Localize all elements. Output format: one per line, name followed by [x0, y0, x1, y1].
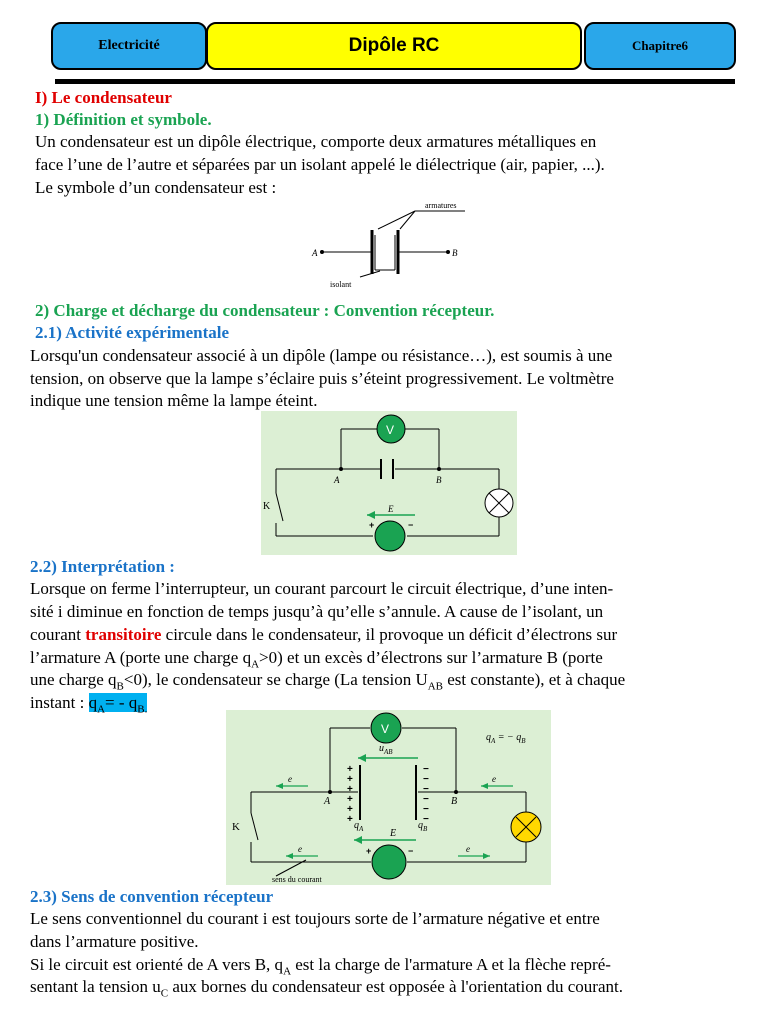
armatures-label: armatures	[425, 201, 457, 210]
point-a-label: A	[334, 475, 340, 485]
transitoire-term: transitoire	[85, 625, 162, 644]
electron-label: e	[298, 844, 302, 854]
uab-label: $u_{AB}$	[379, 743, 393, 756]
experimental-circuit-figure	[261, 411, 517, 555]
paragraph-line: tension, on observe que la lampe s’éclaire puis s’éteint progressivement. Le voltmètre	[30, 369, 614, 388]
svg-text:+: +	[347, 814, 353, 825]
generator-label: E	[388, 504, 394, 514]
header-divider	[55, 79, 735, 84]
charge-a-label: $q_A$	[354, 820, 364, 833]
paragraph-line: face l’une de l’autre et séparées par un isolant appelé le diélectrique (air, papier, ...).	[35, 155, 605, 174]
paragraph-line: une charge $q_B<0$), le condensateur se charge (La tension $U_{AB}$ est constante), et à chaque	[30, 670, 626, 693]
svg-text:−: −	[423, 784, 429, 795]
capacitor-symbol-figure	[300, 195, 480, 295]
voltmeter-label: V	[381, 722, 390, 736]
switch-label: K	[232, 821, 240, 833]
voltmeter-label: V	[386, 423, 395, 437]
svg-text:−: −	[423, 804, 429, 815]
paragraph-line: Le symbole d’un condensateur est :	[35, 178, 277, 197]
point-b-label: B	[436, 475, 442, 485]
header-title: Dipôle RC	[206, 22, 582, 70]
isolant-label: isolant	[330, 280, 352, 289]
subsection-title: 1) Définition et symbole.	[35, 110, 212, 129]
point-a-label: A	[324, 796, 331, 807]
current-direction-label: sens du courant	[272, 875, 322, 884]
svg-text:−: −	[408, 520, 414, 530]
subsection-title: 2.3) Sens de convention récepteur	[30, 887, 274, 906]
header-subject: Electricité	[51, 22, 207, 70]
terminal-b-label: B	[452, 248, 458, 258]
paragraph-line: indique une tension même la lampe éteint.	[30, 391, 318, 410]
paragraph-line: sité i diminue en fonction de temps jusqu’à qu’elle s’annule. A cause de l’isolant, un	[30, 602, 604, 621]
section-title: 2) Charge et décharge du condensateur : Convention récepteur.	[35, 301, 495, 320]
svg-text:−: −	[423, 764, 429, 775]
electron-label: e	[466, 844, 470, 854]
paragraph-line: dans l’armature positive.	[30, 932, 199, 951]
paragraph-line: Lorsque on ferme l’interrupteur, un courant parcourt le circuit électrique, d’une inten-	[30, 579, 614, 598]
electron-label: e	[288, 774, 292, 784]
paragraph-line: instant : $q_A= - q_{B.}$	[30, 693, 148, 716]
paragraph-line: Le sens conventionnel du courant i est toujours sorte de l’armature négative et entre	[30, 909, 600, 928]
svg-text:+: +	[347, 764, 353, 775]
section-title: I) Le condensateur	[35, 88, 172, 107]
paragraph-line: sentant la tension $u_C$ aux bornes du condensateur est opposée à l'orientation du courant.	[30, 977, 623, 1000]
paragraph-line: Si le circuit est orienté de A vers B, $q_A$ est la charge de l'armature A et la flèche repré-	[30, 955, 611, 978]
svg-text:−: −	[423, 774, 429, 785]
paragraph-line: Lorsqu'un condensateur associé à un dipôle (lampe ou résistance…), est soumis à une	[30, 346, 613, 365]
svg-text:+: +	[347, 774, 353, 785]
subsection-title: 2.1) Activité expérimentale	[35, 323, 230, 342]
header-chapter: Chapitre6	[584, 22, 736, 70]
svg-text:+: +	[369, 520, 375, 530]
svg-text:+: +	[347, 804, 353, 815]
charging-circuit-figure	[226, 710, 551, 885]
switch-label: K	[263, 501, 271, 512]
terminal-a-label: A	[312, 248, 318, 258]
paragraph-line: Un condensateur est un dipôle électrique, comporte deux armatures métalliques en	[35, 132, 597, 151]
paragraph-line: l’armature A (porte une charge $q_A>0$) et un excès d’électrons sur l’armature B (porte	[30, 648, 603, 671]
svg-text:−: −	[423, 794, 429, 805]
paragraph-line: courant transitoire circule dans le condensateur, il provoque un déficit d’électrons sur	[30, 625, 618, 644]
charge-b-label: $q_B$	[418, 820, 428, 833]
subsection-title: 2.2) Interprétation :	[30, 557, 175, 576]
svg-text:+: +	[347, 784, 353, 795]
charge-relation-label: $q_A$ = − $q_B$	[486, 732, 526, 745]
svg-text:+: +	[347, 794, 353, 805]
svg-text:+: +	[366, 846, 372, 856]
electron-label: e	[492, 774, 496, 784]
charge-equation: $q_A= - q_{B.}$	[88, 693, 148, 716]
generator-label: E	[390, 828, 397, 839]
svg-text:−: −	[423, 814, 429, 825]
svg-text:−: −	[408, 846, 414, 856]
point-b-label: B	[451, 796, 458, 807]
